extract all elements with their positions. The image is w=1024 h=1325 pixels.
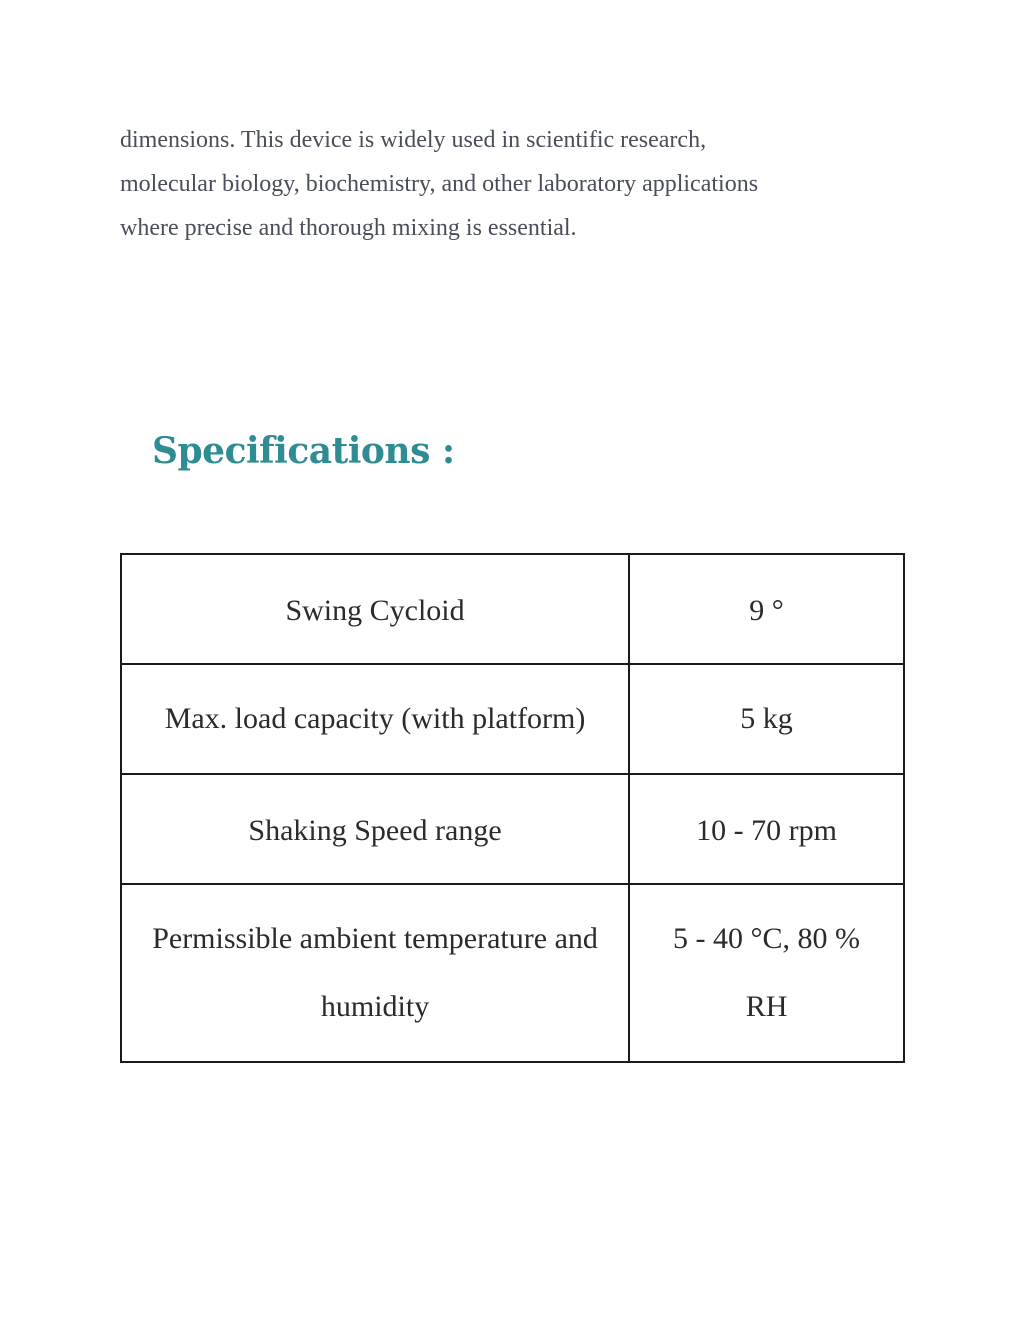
specifications-table: [120, 553, 905, 1063]
intro-line: molecular biology, biochemistry, and other laboratory applications: [120, 171, 759, 197]
spec-value: 5 kg: [629, 664, 904, 774]
spec-value: 9 °: [629, 554, 904, 664]
spec-label: Max. load capacity (with platform): [121, 664, 629, 774]
spec-value: 10 - 70 rpm: [629, 774, 904, 884]
spec-value: 5 - 40 °C, 80 % RH: [629, 884, 904, 1062]
table-row: [121, 884, 904, 1062]
spec-label: Shaking Speed range: [121, 774, 629, 884]
intro-line: where precise and thorough mixing is essential.: [120, 215, 577, 241]
specifications-heading: Specifications :: [152, 430, 455, 472]
table-row: [121, 774, 904, 884]
table-row: [121, 664, 904, 774]
intro-paragraph: [120, 118, 910, 250]
table-row: [121, 554, 904, 664]
spec-label: Permissible ambient temperature and humidity: [121, 884, 629, 1062]
intro-line: dimensions. This device is widely used in scientific research,: [120, 127, 707, 153]
spec-label: Swing Cycloid: [121, 554, 629, 664]
